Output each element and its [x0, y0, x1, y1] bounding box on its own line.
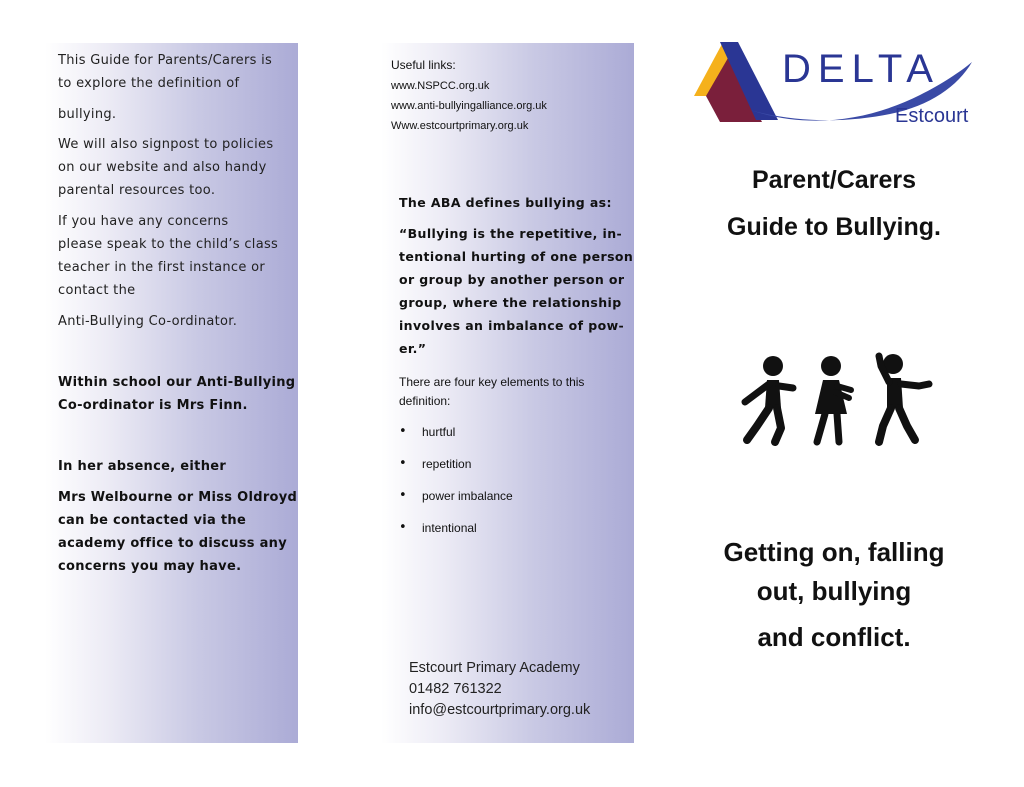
quote-line: tentional hurting of one person — [399, 249, 634, 264]
element-item: power imbalance — [422, 489, 513, 503]
middle-panel-background — [381, 43, 634, 743]
intro-line: We will also signpost to policies — [58, 137, 274, 152]
subtitle-line: and conflict. — [757, 622, 911, 652]
useful-link[interactable]: www.anti-bullyingalliance.org.uk — [391, 100, 547, 112]
figure-arm — [779, 386, 793, 388]
quote-line: er.” — [399, 341, 427, 356]
quote-line: involves an imbalance of pow- — [399, 318, 625, 333]
contact-name: Estcourt Primary Academy — [409, 660, 580, 676]
contact-phone: 01482 761322 — [409, 681, 502, 697]
delta-logo — [690, 40, 975, 128]
figure-leg — [747, 408, 769, 440]
intro-line: bullying. — [58, 107, 117, 122]
intro-line: teacher in the first instance or — [58, 260, 266, 275]
bullet-icon: • — [399, 488, 407, 503]
useful-link[interactable]: www.NSPCC.org.uk — [391, 80, 490, 92]
element-item: repetition — [422, 457, 472, 471]
intro-line: contact the — [58, 283, 136, 298]
intro-line: to explore the definition of — [58, 76, 240, 91]
quote-line: or group by another person or — [399, 272, 625, 287]
absence-line: concerns you may have. — [58, 559, 242, 574]
figure-leg — [817, 414, 825, 442]
figure-arm — [837, 386, 851, 390]
aba-heading: The ABA defines bullying as: — [399, 195, 612, 210]
bullet-icon: • — [399, 424, 407, 439]
figure-leg — [775, 408, 781, 442]
guide-title-line: Parent/Carers — [752, 166, 916, 194]
figure-leg — [879, 408, 891, 442]
element-item: hurtful — [422, 425, 456, 439]
intro-line: parental resources too. — [58, 183, 216, 198]
figure-arm — [901, 384, 929, 386]
intro-line: This Guide for Parents/Carers is — [58, 53, 273, 68]
useful-link[interactable]: Www.estcourtprimary.org.uk — [391, 120, 529, 132]
intro-line: on our website and also handy — [58, 160, 267, 175]
subtitle-line: Getting on, falling — [723, 537, 945, 567]
intro-line: please speak to the child’s class — [58, 237, 279, 252]
intro-line: Anti-Bullying Co-ordinator. — [58, 314, 238, 329]
links-heading: Useful links: — [391, 58, 456, 72]
logo-sub: Estcourt — [895, 105, 969, 127]
logo-word: DELTA — [782, 47, 940, 91]
figure-head — [763, 356, 783, 376]
quote-line: group, where the relationship — [399, 295, 622, 310]
coordinator-line: Co-ordinator is Mrs Finn. — [58, 398, 248, 413]
figure-head — [821, 356, 841, 376]
three-children-icon — [735, 352, 935, 448]
intro-line: If you have any concerns — [58, 214, 229, 229]
quote-line: “Bullying is the repetitive, in- — [399, 226, 623, 241]
elements-intro-line: definition: — [399, 394, 451, 408]
contact-email[interactable]: info@estcourtprimary.org.uk — [409, 702, 591, 718]
guide-title-line: Guide to Bullying. — [727, 213, 941, 241]
figure-arm — [745, 384, 769, 402]
bullet-icon: • — [399, 456, 407, 471]
subtitle-line: out, bullying — [756, 576, 912, 606]
figure-leg — [837, 414, 839, 442]
absence-line: Mrs Welbourne or Miss Oldroyd — [58, 490, 298, 505]
element-item: intentional — [422, 521, 477, 535]
absence-heading: In her absence, either — [58, 459, 227, 474]
coordinator-line: Within school our Anti-Bullying — [58, 375, 296, 390]
absence-line: academy office to discuss any — [58, 536, 288, 551]
elements-intro-line: There are four key elements to this — [399, 375, 585, 389]
bullet-icon: • — [399, 520, 407, 535]
absence-line: can be contacted via the — [58, 513, 247, 528]
figure-leg — [899, 408, 915, 440]
